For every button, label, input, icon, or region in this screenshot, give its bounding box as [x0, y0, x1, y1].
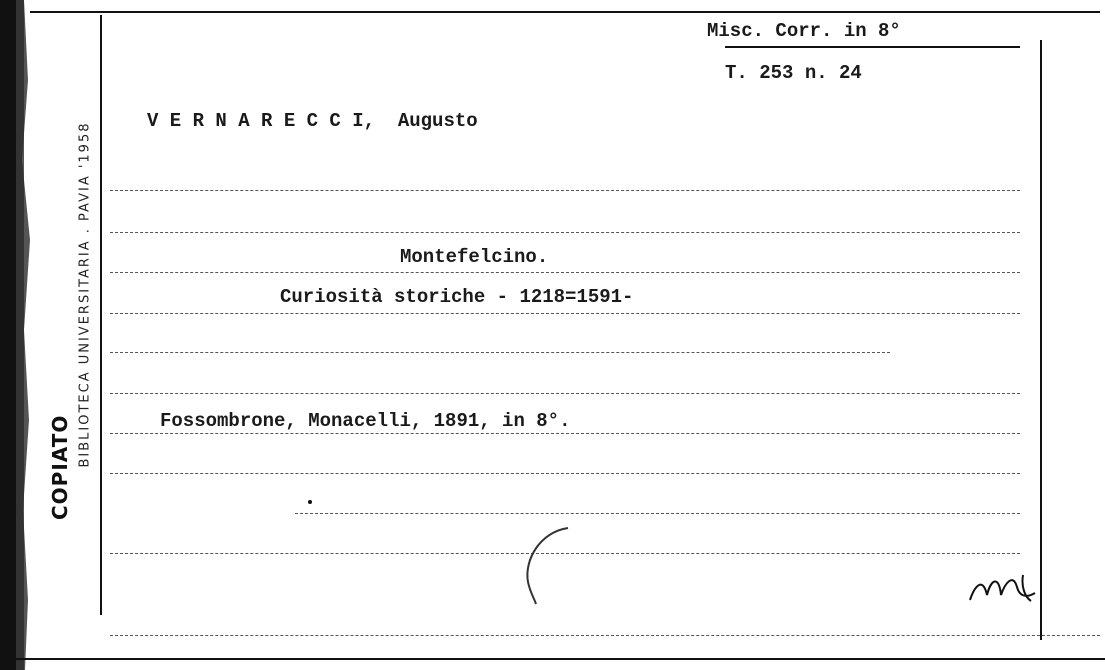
ruled-line — [110, 190, 1020, 191]
left-margin-line — [100, 15, 102, 615]
ruled-line — [110, 232, 1020, 233]
ruled-line — [110, 393, 1020, 394]
author-heading: V E R N A R E C C I, Augusto — [147, 110, 478, 132]
handwritten-initials — [965, 565, 1045, 610]
ruled-line — [110, 433, 1020, 434]
imprint-line: Fossombrone, Monacelli, 1891, in 8°. — [160, 410, 571, 432]
bottom-edge — [0, 658, 1105, 660]
library-stamp: BIBLIOTECA UNIVERSITARIA . PAVIA '1958 — [77, 121, 93, 468]
ruled-line — [295, 513, 1020, 514]
collection-shelfmark: Misc. Corr. in 8° — [707, 20, 901, 42]
ruled-line — [110, 635, 1100, 636]
subtitle-line: Curiosità storiche - 1218=1591- — [280, 286, 634, 308]
ruled-line — [110, 313, 1020, 314]
ruled-line — [110, 473, 1020, 474]
ruled-line — [110, 352, 890, 353]
title-line: Montefelcino. — [400, 246, 549, 268]
pencil-mark — [510, 520, 580, 610]
shelfmark-underline — [725, 46, 1020, 48]
card-left-edge — [0, 0, 40, 670]
ink-dot — [308, 500, 312, 504]
ruled-line — [110, 272, 1020, 273]
right-margin-line — [1040, 40, 1042, 640]
top-edge — [30, 11, 1100, 13]
volume-shelfmark: T. 253 n. 24 — [725, 62, 862, 84]
copied-stamp: COPIATO — [48, 414, 72, 520]
